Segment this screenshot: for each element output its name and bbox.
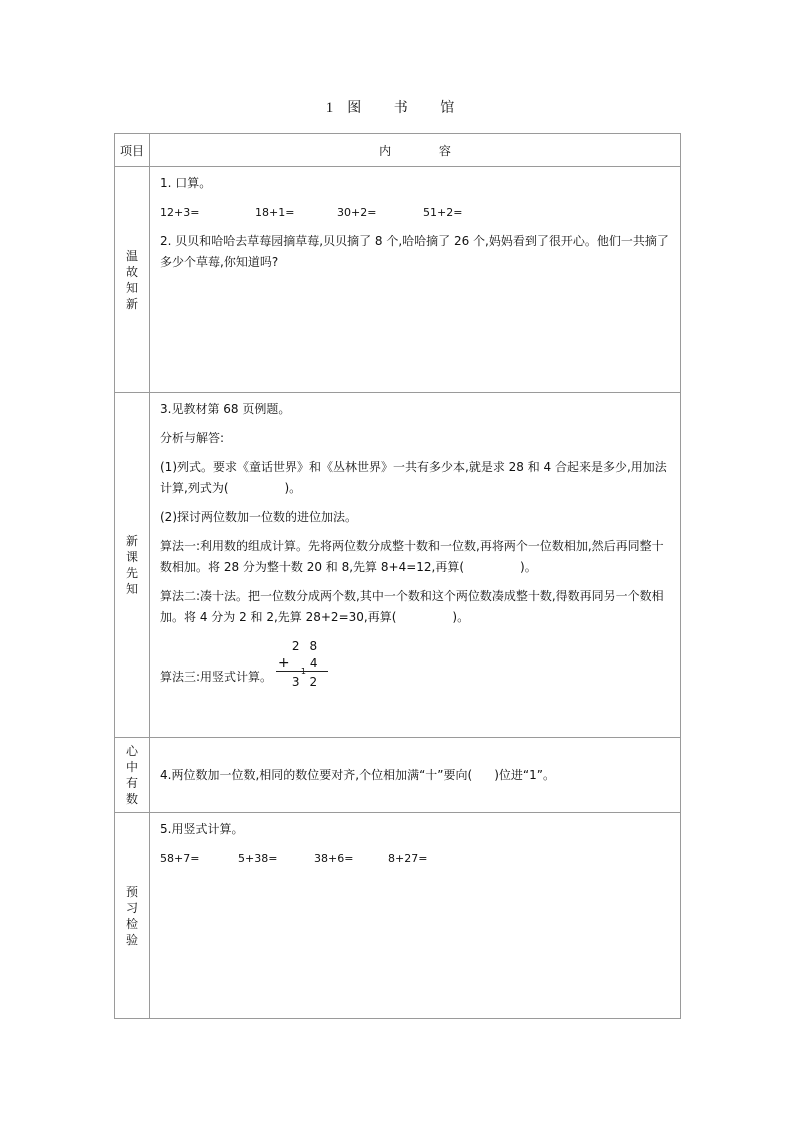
section-key-points [115,738,681,813]
worksheet-table [114,133,681,1019]
question-3: 3.见教材第 68 页例题。 [160,402,291,416]
step-2: (2)探讨两位数加一位数的进位加法。 [160,510,357,524]
calc-item: 5+38= [238,852,278,865]
section-new-lesson [115,393,681,738]
method-1: 算法一:利用数的组成计算。先将两位数分成整十数和一位数,再将两个一位数相加,然后再同整十数相加。将 28 分为整十数 20 和 8,先算 8+4=12,再算( )。 [160,539,664,574]
method-2: 算法二:凑十法。把一位数分成两个数,其中一个数和这个两位数凑成整十数,得数再同另一个数相加。将 4 分为 2 和 2,先算 28+2=30,再算( )。 [160,589,664,624]
calc-item: 18+1= [255,206,295,219]
calc-item: 30+2= [337,206,377,219]
calc-item: 51+2= [423,206,463,219]
section-review [115,167,681,393]
header-row [115,134,681,167]
section-content [150,738,681,813]
method-3: 算法三:用竖式计算。 28 + 1 4 32 [160,636,672,688]
vertical-calc-row [160,848,672,869]
calc-item: 8+27= [388,852,428,865]
page-title [0,97,794,117]
calc-item: 12+3= [160,206,200,219]
vertical-top: 28 [291,639,328,653]
section-content [150,813,681,1019]
question-1: 1. 口算。 [160,176,212,190]
section-content [150,167,681,393]
lesson-number: 1 [325,100,334,116]
vertical-calculation [276,636,332,688]
section-content [150,393,681,738]
header-content: 内 容 [150,134,681,167]
vertical-bottom: 4 [309,656,318,670]
question-5: 5.用竖式计算。 [160,822,244,836]
header-item: 项目 [115,134,150,167]
analysis-label: 分析与解答: [160,431,225,445]
step-1: (1)列式。要求《童话世界》和《丛林世界》一共有多少本,就是求 28 和 4 合起来是多少,用加法计算,列式为( )。 [160,460,667,495]
section-label: 新课先知 [115,393,150,738]
section-label: 预习检验 [115,813,150,1019]
plus-sign: + [277,655,290,671]
question-4: 4.两位数加一位数,相同的数位要对齐,个位相加满“十”要向( )位进“1”。 [160,767,555,782]
section-label: 温故知新 [115,167,150,393]
calc-item: 38+6= [314,852,354,865]
oral-calc-row [160,202,672,223]
section-preview-check [115,813,681,1019]
lesson-title: 图 书 馆 [347,100,469,116]
question-2: 2. 贝贝和哈哈去草莓园摘草莓,贝贝摘了 8 个,哈哈摘了 26 个,妈妈看到了很开心。他们一共摘了多少个草莓,你知道吗? [160,234,669,269]
carry-digit: 1 [300,667,306,676]
section-label: 心中有数 [115,738,150,813]
vertical-result: 32 [291,675,328,689]
calc-item: 58+7= [160,852,200,865]
